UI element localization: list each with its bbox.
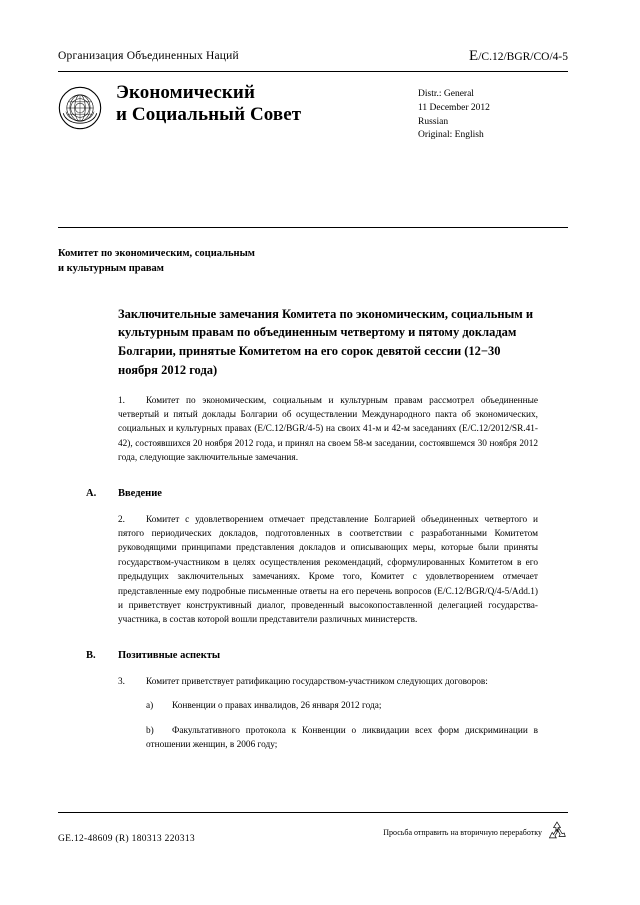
list-item-label: b): [146, 725, 154, 736]
paragraph-number: 3.: [118, 676, 125, 687]
paragraph-number: 2.: [118, 514, 125, 525]
paragraph: [118, 675, 538, 689]
page-title: Заключительные замечания Комитета по экономическим, социальным и культурным правам по объединенным четвертому и пятому докладам Болгарии, принятые Комитетом на его сорок девятой сессии (12−30 ноября 2012 года): [118, 306, 534, 377]
masthead-title-line1: Экономический: [116, 82, 256, 103]
paragraph-number: 1.: [118, 395, 125, 406]
document-symbol: [469, 48, 568, 65]
organization-name: Организация Объединенных Наций: [58, 50, 239, 62]
header-top-row: [58, 48, 568, 65]
header-rule-bottom: [58, 227, 568, 228]
masthead: [58, 82, 568, 143]
document-content: [58, 48, 568, 752]
distribution-block: [418, 82, 568, 143]
masthead-title: [102, 82, 418, 127]
recycle-icon: [546, 820, 568, 844]
section-heading-b: [86, 650, 538, 661]
original-line: Original: English: [418, 130, 484, 141]
committee-name: Комитет по экономическим, социальным и культурным правам: [58, 248, 255, 275]
paragraph-text: Комитет приветствует ратификацию государством-участником следующих договоров:: [146, 676, 488, 687]
date-line: 11 December 2012: [418, 102, 490, 113]
document-symbol-rest: /C.12/BGR/CO/4-5: [478, 51, 568, 63]
paragraph-text: Комитет по экономическим, социальным и культурным правам рассмотрел объединенные четвертый и пятый доклады Болгарии об осуществлении Международного пакта об экономических, социальных и культурных правах (E/C.12/BGR/4-5) на своих 41-м и 42-м заседаниях (E/C.12/2012/SR.41-42), состоявшихся 20 ноября 2012 года, и принял на своем 58-м заседании, состоявшемся 30 ноября 2012 года, следующие заключительные замечания.: [118, 395, 538, 464]
paragraph: [118, 513, 538, 628]
list-item: [146, 724, 538, 753]
page-footer: [58, 820, 568, 844]
list-item: [146, 699, 538, 713]
list-item-label: a): [146, 701, 154, 712]
section-letter: A.: [86, 487, 97, 499]
distr-line: Distr.: General: [418, 89, 474, 99]
section-title: Введение: [118, 487, 162, 499]
job-number: GE.12-48609 (R) 180313 220313: [58, 834, 195, 844]
section-letter: B.: [86, 649, 96, 661]
masthead-title-line2: и Социальный Совет: [116, 104, 302, 126]
section-title: Позитивные аспекты: [118, 649, 221, 661]
paragraph-text: Комитет с удовлетворением отмечает представление Болгарией объединенных четвертого и пятого периодических докладов, подготовленных в соответствии с разработанными Комитетом руководящими принципами представления докладов и описывающих меры, которые были приняты государством-участником в целях осуществления рекомендаций, сформулированных Комитетом в его предыдущих заключительных замечаниях. Кроме того, Комитет с удовлетворением отмечает представленные ему подробные письменные ответы на его перечень вопросов (E/C.12/BGR/Q/4-5/Add.1) и приветствует конструктивный диалог, проведенный высокопоставленной делегацией государства-участника, в состав которой вошли представители различных министерств.: [118, 514, 538, 626]
recycle-text: Просьба отправить на вторичную переработку: [383, 827, 542, 837]
language-line: Russian: [418, 116, 449, 127]
un-emblem-icon: [58, 86, 102, 130]
list-item-text: Факультативного протокола к Конвенции о ликвидации всех форм дискриминации в отношении женщин, в 2006 году;: [146, 725, 538, 750]
document-symbol-prefix: E: [469, 48, 479, 64]
paragraph: [118, 394, 538, 466]
section-heading-a: [86, 488, 538, 499]
list-item-text: Конвенции о правах инвалидов, 26 января 2012 года;: [172, 701, 382, 712]
header-rule-top: [58, 71, 568, 72]
recycle-notice: [383, 820, 568, 844]
footer-rule: [58, 812, 568, 813]
